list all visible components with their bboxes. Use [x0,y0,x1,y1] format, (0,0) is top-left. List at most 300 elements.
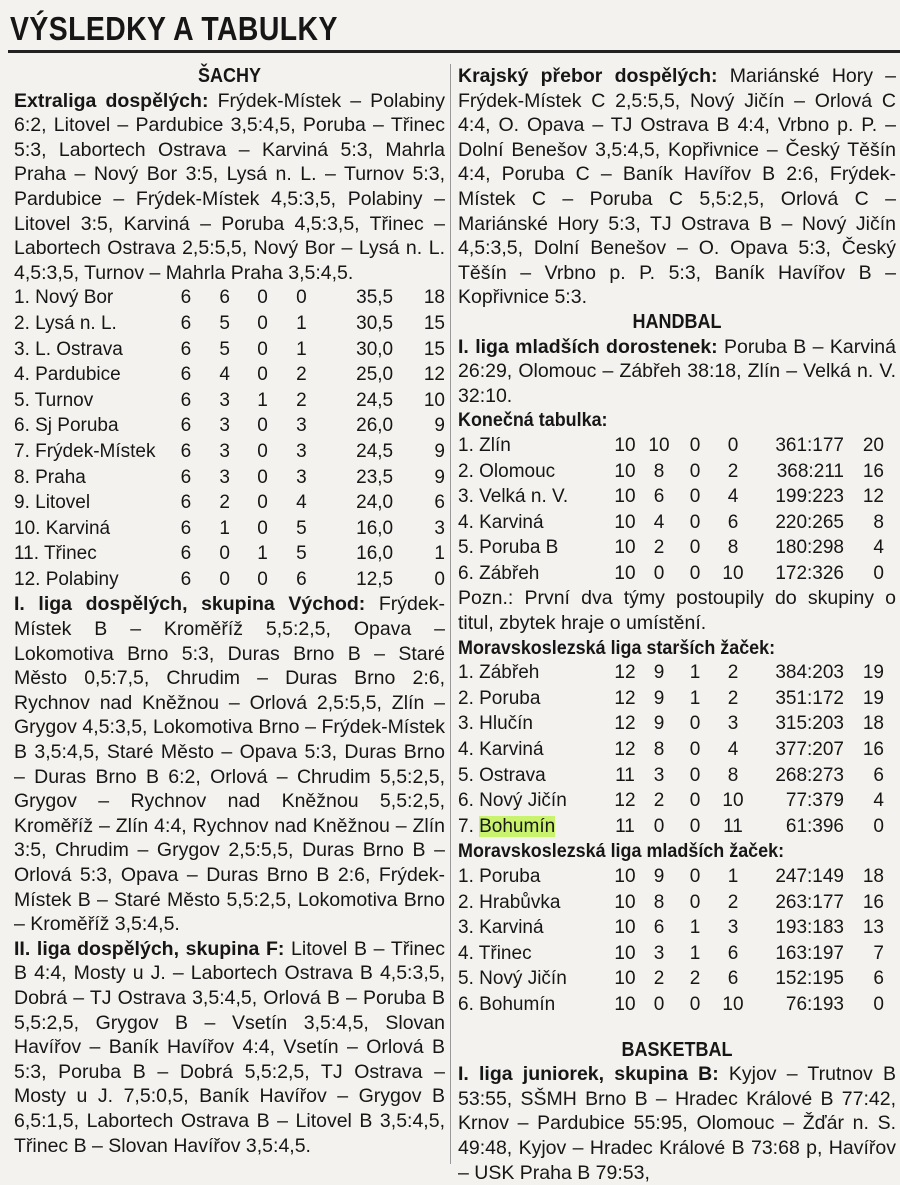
team-name-cell [14,388,166,414]
stat-cell [752,711,844,737]
team-name: 4. Třinec [458,942,532,964]
team-name: 5. Poruba B [458,537,559,559]
stat-value: 6 [180,517,192,539]
team-name: 3. L. Ostrava [14,338,123,360]
stat-cell [608,737,642,763]
stat-value: 6 [180,338,192,360]
stat-cell [393,465,445,491]
stat-value: 16 [862,891,884,913]
table-row [14,490,445,516]
table-row [458,535,884,561]
stat-value: 6 [180,568,192,590]
table-row [14,362,445,388]
stat-cell [714,992,752,1018]
stat-value: 0 [689,713,701,735]
stat-value: 0 [689,993,701,1015]
stat-cell [321,285,393,311]
stat-cell [642,660,676,686]
dorost-results [458,335,896,409]
stat-cell [393,337,445,363]
stat-value: 384:203 [775,662,844,684]
stat-cell [752,660,844,686]
stat-cell [752,561,844,587]
stat-cell [714,484,752,510]
stat-value: 6 [180,440,192,462]
stat-value: 0 [257,415,268,437]
stat-value: 0 [689,537,701,559]
stat-cell [752,966,844,992]
stat-value: 315:203 [775,713,844,735]
stat-cell [642,510,676,536]
stat-value: 24,5 [356,440,394,462]
stat-cell [714,814,752,840]
stat-cell [642,686,676,712]
stat-value: 0 [257,568,268,590]
team-name: 6. Nový Jičín [458,790,567,812]
stat-value: 6 [873,968,884,990]
stat-value: 10 [648,434,670,456]
stat-cell [752,737,844,763]
stat-value: 0 [689,486,701,508]
team-name-cell [458,788,608,814]
stat-value: 10 [614,562,636,584]
liga1-label: I. liga dospělých, skupina Východ: [14,593,366,616]
stat-value: 2 [727,460,739,482]
stat-value: 2 [296,389,307,411]
stat-value: 1 [689,917,701,939]
stat-cell [844,535,884,561]
stat-cell [321,465,393,491]
team-name: 6. Zábřeh [458,562,540,584]
liga1-results [14,592,445,936]
stat-value: 0 [219,568,230,590]
stat-value: 3 [727,713,739,735]
stat-value: 2 [653,968,665,990]
stat-value: 263:177 [775,891,844,913]
table-row [458,915,884,941]
stat-value: 0 [296,287,307,309]
team-name-cell [458,941,608,967]
title-rule [8,50,900,53]
stat-value: 5 [219,338,230,360]
stat-value: 172:326 [775,562,844,584]
stat-cell [844,814,884,840]
stat-cell [844,890,884,916]
table-row [458,711,884,737]
stat-value: 1 [689,687,701,709]
stat-value: 10 [614,434,636,456]
stat-cell [844,484,884,510]
stat-value: 5 [296,543,307,565]
table-row [458,561,884,587]
stat-cell [676,763,714,789]
stat-value: 9 [434,440,445,462]
stat-value: 6 [180,466,192,488]
spacer [458,1018,896,1038]
stat-cell [676,788,714,814]
stat-value: 3 [434,517,445,539]
stat-cell [642,535,676,561]
stat-cell [166,516,206,542]
stat-cell [714,890,752,916]
stat-cell [281,541,321,567]
stat-value: 4 [727,739,739,761]
team-name-cell [14,362,166,388]
liga2-results [14,937,445,1158]
stat-value: 0 [689,739,701,761]
stat-cell [166,541,206,567]
stat-cell [844,660,884,686]
stat-cell [642,966,676,992]
stat-cell [393,567,445,593]
stat-cell [714,711,752,737]
stat-value: 6 [180,364,192,386]
stat-cell [321,439,393,465]
table-row [14,439,445,465]
stat-value: 10 [722,562,744,584]
stat-cell [714,737,752,763]
stat-cell [676,484,714,510]
stat-value: 3 [727,917,739,939]
stat-value: 0 [257,466,268,488]
stat-cell [752,992,844,1018]
junior-results [458,1062,896,1185]
sachy-standings-table [14,285,445,592]
stat-cell [206,541,244,567]
stat-value: 6 [653,486,665,508]
stat-cell [281,362,321,388]
stat-value: 12 [614,739,636,761]
stat-cell [608,535,642,561]
stat-value: 10 [423,389,445,411]
stat-value: 377:207 [775,739,844,761]
stat-cell [166,388,206,414]
stat-cell [166,337,206,363]
stat-value: 1 [257,389,268,411]
stat-cell [393,516,445,542]
stat-cell [166,567,206,593]
stat-cell [281,388,321,414]
stat-value: 16,0 [356,543,394,565]
stat-value: 0 [219,543,230,565]
stat-value: 6 [653,917,665,939]
stat-cell [844,561,884,587]
stat-cell [752,788,844,814]
stat-value: 0 [653,562,665,584]
stat-value: 6 [434,492,445,514]
stat-cell [281,285,321,311]
stat-cell [642,915,676,941]
liga2-label: II. liga dospělých, skupina F: [14,937,285,960]
stat-value: 0 [257,517,268,539]
stat-value: 0 [653,815,665,837]
stat-value: 6 [873,764,884,786]
stat-value: 76:193 [785,993,844,1015]
stat-cell [321,516,393,542]
stat-value: 4 [296,492,307,514]
stat-value: 9 [653,866,665,887]
stat-value: 19 [862,687,884,709]
stat-cell [642,561,676,587]
team-name: 1. Zlín [458,434,511,456]
stat-value: 12 [423,364,445,386]
stat-cell [393,388,445,414]
stat-value: 9 [653,713,665,735]
stat-cell [281,439,321,465]
stat-cell [676,660,714,686]
team-name-cell [458,864,608,890]
stat-value: 1 [727,866,739,887]
stat-cell [752,484,844,510]
stat-cell [714,686,752,712]
team-name: 1. Nový Bor [14,287,114,309]
stat-cell [752,459,844,485]
team-name: 10. Karviná [14,517,111,539]
junior-text: Kyjov – Trutnov B 53:55, SŠMH Brno B – Hradec Králové B 77:42, Krnov – Pardubice 55:95, Olomouc – Žďár n. S. 49:48, Kyjov – Hradec Králové B 73:68 p, Havířov – USK Praha B 79:53, [458,1063,896,1184]
table-row [14,465,445,491]
team-name: 6. Sj Poruba [14,415,119,437]
stat-cell [752,915,844,941]
stat-value: 4 [873,790,884,812]
stat-cell [321,541,393,567]
left-column [14,64,445,1158]
stat-value: 6 [180,415,192,437]
stat-cell [676,561,714,587]
stat-cell [752,864,844,890]
stat-cell [206,516,244,542]
stat-cell [321,311,393,337]
stat-value: 11 [615,764,635,786]
table-row [458,459,884,485]
stat-value: 3 [219,389,230,411]
pozn-note: Pozn.: První dva týmy postoupily do skupiny o titul, zbytek hraje o umístění. [458,587,896,635]
table-row [458,864,884,890]
stat-value: 6 [180,389,192,411]
stat-cell [244,362,282,388]
stat-value: 9 [653,687,665,709]
stat-cell [752,535,844,561]
stat-cell [608,890,642,916]
dorost-label: I. liga mladších dorostenek: [458,335,718,358]
stat-cell [608,459,642,485]
stat-value: 6 [296,568,307,590]
stat-cell [166,285,206,311]
stat-value: 26,0 [356,415,394,437]
stat-value: 77:379 [785,790,844,812]
stat-cell [752,763,844,789]
stat-cell [714,660,752,686]
stat-value: 0 [257,287,268,309]
stat-cell [206,362,244,388]
stat-value: 1 [689,942,701,964]
stat-value: 193:183 [775,917,844,939]
team-name-cell [14,285,166,311]
team-name-cell [14,337,166,363]
stat-value: 18 [423,287,445,309]
stat-value: 10 [614,891,636,913]
team-name-cell [14,567,166,593]
stat-value: 351:172 [775,687,844,709]
stat-cell [166,439,206,465]
stat-cell [206,490,244,516]
stat-cell [244,516,282,542]
stat-cell [608,915,642,941]
stat-value: 16,0 [356,517,394,539]
stat-value: 10 [614,866,636,887]
stat-cell [844,941,884,967]
stat-value: 0 [257,312,268,334]
stat-value: 61:396 [785,815,844,837]
stat-value: 9 [434,415,445,437]
team-name: 3. Karviná [458,917,544,939]
stat-cell [608,814,642,840]
stat-cell [714,763,752,789]
stat-value: 2 [727,891,739,913]
konecna-standings-table [458,433,884,587]
stat-cell [642,788,676,814]
team-name-cell [458,484,608,510]
stat-cell [608,660,642,686]
stat-value: 0 [727,434,739,456]
team-name: 11. Třinec [14,543,97,565]
stat-cell [844,686,884,712]
stat-cell [393,490,445,516]
stat-value: 247:149 [775,866,844,887]
stat-value: 0 [257,492,268,514]
stat-value: 19 [862,662,884,684]
stat-value: 11 [723,815,743,837]
stat-value: 3 [219,466,230,488]
stat-cell [676,737,714,763]
stat-value: 0 [689,815,701,837]
stat-value: 10 [614,511,636,533]
stat-cell [642,992,676,1018]
table-row [14,285,445,311]
section-heading-basketbal: BASKETBAL [621,1038,733,1061]
stat-value: 0 [689,562,701,584]
stat-value: 6 [727,968,739,990]
stat-cell [608,966,642,992]
extraliga-text: Frýdek-Místek – Polabiny 6:2, Litovel – Pardubice 3,5:4,5, Poruba – Třinec 5:3, Labortech Ostrava – Karviná 5:3, Mahrla Praha – Nový Bor 3:5, Lysá n. L. – Turnov 5:3, Pardubice – Frýdek-Místek 4,5:3,5, Polabiny – Litovel 3:5, Karviná – Poruba 4,5:3,5, Třinec – Labortech Ostrava 2,5:5,5, Nový Bor – Lysá n. L. 4,5:3,5, Turnov – Mahrla Praha 3,5:4,5. [14,89,445,284]
stat-cell [393,311,445,337]
stat-value: 10 [614,968,636,990]
stat-value: 0 [689,866,701,887]
stat-cell [608,864,642,890]
stat-cell [608,711,642,737]
stat-value: 35,5 [356,287,394,309]
stat-cell [244,439,282,465]
table-row [14,311,445,337]
stat-value: 3 [219,440,230,462]
table-row [458,814,884,840]
stat-cell [714,433,752,459]
stat-value: 3 [296,440,307,462]
stat-value: 4 [873,537,884,559]
extraliga-results [14,89,445,286]
stat-value: 4 [653,511,665,533]
stat-value: 10 [614,486,636,508]
krajsky-text: Mariánské Hory – Frýdek-Místek C 2,5:5,5, Nový Jičín – Orlová C 4:4, O. Opava – TJ Ostrava B 4:4, Vrbno p. P. – Dolní Benešov 3,5:4,5, Kopřivnice – Český Těšín 4:4, Poruba C – Baník Havířov B 2:6, Frýdek-Místek C – Poruba C 5,5:2,5, Orlová C – Mariánské Hory 5:3, TJ Ostrava B – Nový Jičín 4,5:3,5, Dolní Benešov – O. Opava 5:3, Český Těšín – Vrbno p. P. 5:3, Baník Havířov B – Kopřivnice 5:3. [458,65,897,309]
stat-cell [676,992,714,1018]
stat-cell [676,535,714,561]
stat-cell [642,433,676,459]
stat-value: 5 [219,312,230,334]
stat-value: 1 [296,312,307,334]
stat-value: 0 [689,891,701,913]
stat-value: 0 [873,993,884,1015]
team-name: 5. Ostrava [458,764,546,786]
stat-cell [166,465,206,491]
stat-cell [676,814,714,840]
stat-cell [752,814,844,840]
stat-cell [844,763,884,789]
stat-value: 18 [862,713,884,735]
stat-cell [166,311,206,337]
stat-value: 268:273 [775,764,844,786]
table-row [458,484,884,510]
team-name-cell [458,459,608,485]
stat-value: 15 [423,338,445,360]
stat-cell [608,686,642,712]
stat-value: 6 [180,492,192,514]
stat-cell [244,337,282,363]
stat-value: 7 [873,942,884,964]
team-name: 5. Nový Jičín [458,968,567,990]
stat-cell [714,459,752,485]
stat-value: 8 [727,764,739,786]
team-name: 4. Pardubice [14,364,121,386]
right-column [458,64,896,1185]
team-name-cell [458,915,608,941]
stat-value: 10 [722,790,744,812]
team-name: 2. Olomouc [458,460,556,482]
stat-cell [244,567,282,593]
stat-cell [281,490,321,516]
stat-cell [393,413,445,439]
stat-cell [844,459,884,485]
stat-cell [281,337,321,363]
stat-value: 23,5 [356,466,394,488]
stat-value: 368:211 [776,460,844,482]
mladsi-label: Moravskoslezská liga mladších žaček: [458,840,785,863]
team-name-cell [458,737,608,763]
team-name: 3. Velká n. V. [458,486,569,508]
stat-cell [676,941,714,967]
stat-cell [321,337,393,363]
stat-cell [321,413,393,439]
stat-cell [608,510,642,536]
stat-cell [166,490,206,516]
stat-cell [844,711,884,737]
stat-value: 2 [689,968,701,990]
stat-cell [642,484,676,510]
extraliga-label: Extraliga dospělých: [14,89,209,112]
stat-cell [393,362,445,388]
mladsi-standings-table [458,864,884,1018]
table-row [458,992,884,1018]
stat-value: 0 [689,790,701,812]
stat-value: 3 [653,764,665,786]
stat-value: 0 [257,364,268,386]
stat-cell [642,737,676,763]
team-name-cell [458,890,608,916]
table-row [14,388,445,414]
stat-cell [752,941,844,967]
stat-value: 2 [219,492,230,514]
stat-cell [844,992,884,1018]
table-row [458,788,884,814]
stat-value: 16 [862,460,884,482]
